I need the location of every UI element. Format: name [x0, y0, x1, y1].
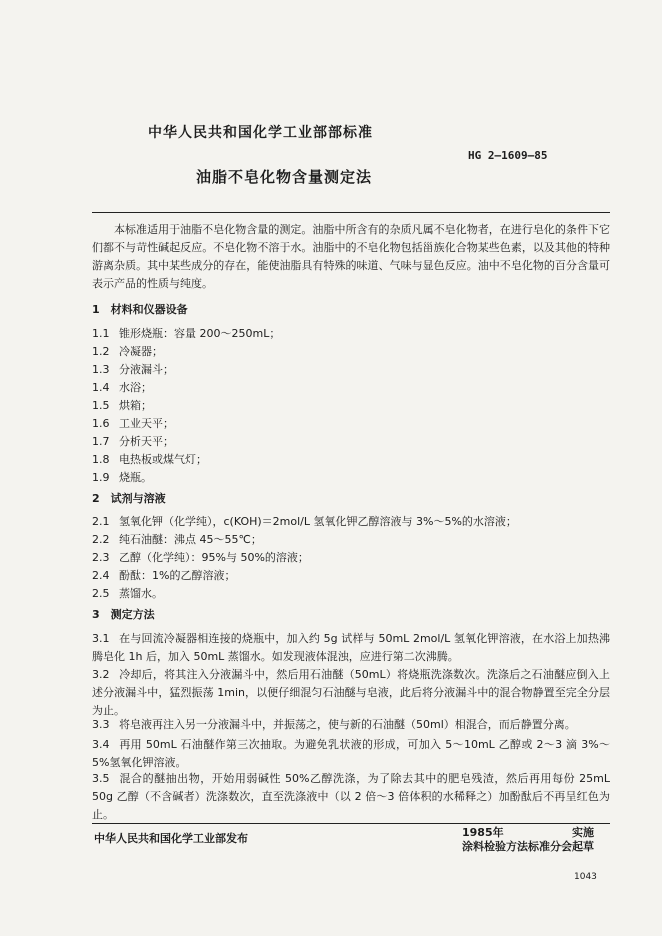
list-item: 1.7 分析天平； [92, 435, 174, 448]
list-item: 2.4 酚酞：1%的乙醇溶液； [92, 569, 236, 582]
footer-effective: 实施 [572, 826, 594, 839]
list-item: 1.3 分液漏斗； [92, 363, 174, 376]
list-item: 1.1 锥形烧瓶：容量 200～250mL； [92, 327, 281, 340]
list-item: 2.5 蒸馏水。 [92, 587, 163, 600]
page-number: 1043 [574, 872, 597, 882]
list-item: 1.6 工业天平； [92, 417, 174, 430]
procedure-paragraph: 3.4 再用 50mL 石油醚作第三次抽取。为避免乳状液的形成，可加入 5～10mL 乙醇或 2～3 滴 3%～5%氢氧化钾溶液。 [92, 738, 610, 769]
procedure-paragraph: 3.2 冷却后，将其注入分液漏斗中，然后用石油醚（50mL）将烧瓶洗涤数次。洗涤后之石油醚应倒入上述分液漏斗中，猛烈振荡 1min，以便仔细混匀石油醚与皂液，此后将分液漏斗中的混合物静置至完全分层为止。 [92, 668, 610, 717]
section-2-title: 2 试剂与溶液 [92, 492, 166, 505]
procedure-paragraph: 3.3 将皂液再注入另一分液漏斗中，并振荡之，使与新的石油醚（50ml）相混合，而后静置分离。 [92, 718, 576, 731]
procedure-paragraph: 3.5 混合的醚抽出物，开始用弱碱性 50%乙醇洗涤，为了除去其中的肥皂残渣，然后再用每份 25mL 50g 乙醇（不含碱者）洗涤数次，直至洗涤液中（以 2 倍～3 倍体积的水稀释之）加酚酞后不再呈红色为止。 [92, 772, 610, 821]
footer-publisher: 中华人民共和国化学工业部发布 [94, 832, 248, 845]
document-title: 油脂不皂化物含量测定法 [196, 168, 373, 186]
list-item: 1.9 烧瓶。 [92, 471, 152, 484]
list-item: 1.8 电热板或煤气灯； [92, 453, 207, 466]
list-item: 2.3 乙醇（化学纯）：95%与 50%的溶液； [92, 551, 309, 564]
standard-number: HG 2—1609—85 [468, 149, 548, 162]
top-divider [92, 212, 610, 213]
list-item: 1.2 冷凝器； [92, 345, 163, 358]
section-1-title: 1 材料和仪器设备 [92, 303, 188, 316]
list-item: 1.4 水浴； [92, 381, 152, 394]
list-item: 2.2 纯石油醚：沸点 45～55℃； [92, 533, 262, 546]
list-item: 1.5 烘箱； [92, 399, 152, 412]
procedure-paragraph: 3.1 在与回流冷凝器相连接的烧瓶中，加入约 5g 试样与 50mL 2mol/L 氢氧化钾溶液，在水浴上加热沸腾皂化 1h 后，加入 50mL 蒸馏水。如发现液体混浊，应进行第二次沸腾。 [92, 632, 610, 663]
footer-year: 1985年 [462, 826, 504, 839]
footer-drafter: 涂料检验方法标准分会起草 [462, 840, 594, 853]
intro-paragraph: 本标准适用于油脂不皂化物含量的测定。油脂中所含有的杂质凡属不皂化物者，在进行皂化的条件下它们都不与苛性碱起反应。不皂化物不溶于水。油脂中的不皂化物包括甾族化合物某些色素，以及其他的特种游离杂质。其中某些成分的存在，能使油脂具有特殊的味道、气味与显色反应。油中不皂化物的百分含量可表示产品的性质与纯度。 [92, 223, 610, 290]
section-3-title: 3 测定方法 [92, 608, 155, 621]
standard-header: 中华人民共和国化学工业部部标准 [148, 125, 373, 141]
list-item: 2.1 氢氧化钾（化学纯），c(KOH)＝2mol/L 氢氧化钾乙醇溶液与 3%～5%的水溶液； [92, 515, 517, 528]
bottom-divider [92, 823, 610, 824]
